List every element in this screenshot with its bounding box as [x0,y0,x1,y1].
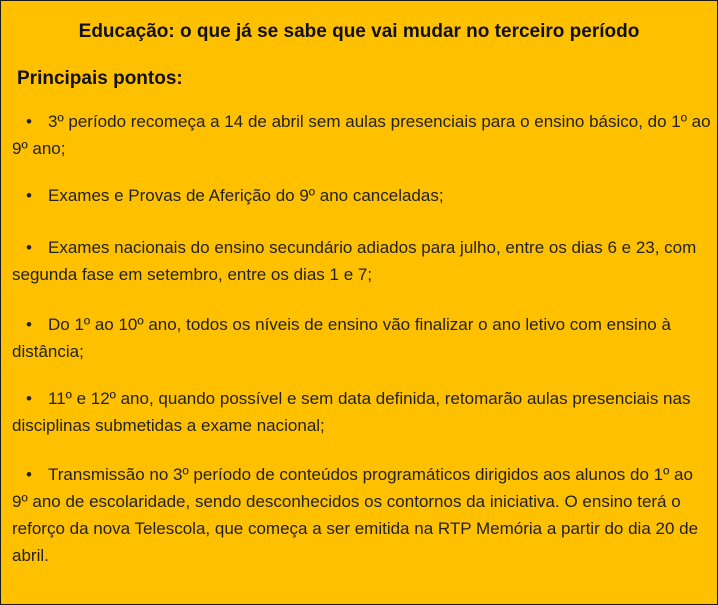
list-item [12,311,712,365]
bullet-icon: • [26,186,32,205]
box-title: Educação: o que já se sabe que vai mudar no terceiro período [78,21,640,42]
list-item-text: Exames nacionais do ensino secundário adiados para julho, entre os dias 6 e 23, com segunda fase em setembro, entre os dias 1 e 7; [12,238,697,284]
bullet-icon: • [26,315,32,334]
bullet-icon: • [26,389,32,408]
list-item [12,385,712,439]
bullet-icon: • [26,238,32,257]
list-item [12,234,712,288]
list-item [12,461,712,569]
list-item-text: Do 1º ao 10º ano, todos os níveis de ensino vão finalizar o ano letivo com ensino à distância; [12,315,671,361]
list-item-text: Transmissão no 3º período de conteúdos programáticos dirigidos aos alunos do 1º ao 9º ano de escolaridade, sendo desconhecidos os contornos da iniciativa. O ensino terá o reforço da nova Telescola, que começa a ser emitida na RTP Memória a partir do dia 20 de abril. [12,465,699,565]
list-item-text: 11º e 12º ano, quando possível e sem data definida, retomarão aulas presenciais nas disciplinas submetidas a exame nacional; [12,389,691,435]
bullet-icon: • [26,465,32,484]
bullet-icon: • [26,112,32,131]
list-item-text: 3º período recomeça a 14 de abril sem aulas presenciais para o ensino básico, do 1º ao 9º ano; [12,112,711,158]
list-item [12,108,712,162]
section-heading: Principais pontos: [17,68,183,89]
list-item [12,182,712,209]
list-item-text: Exames e Provas de Aferição do 9º ano canceladas; [48,186,444,205]
